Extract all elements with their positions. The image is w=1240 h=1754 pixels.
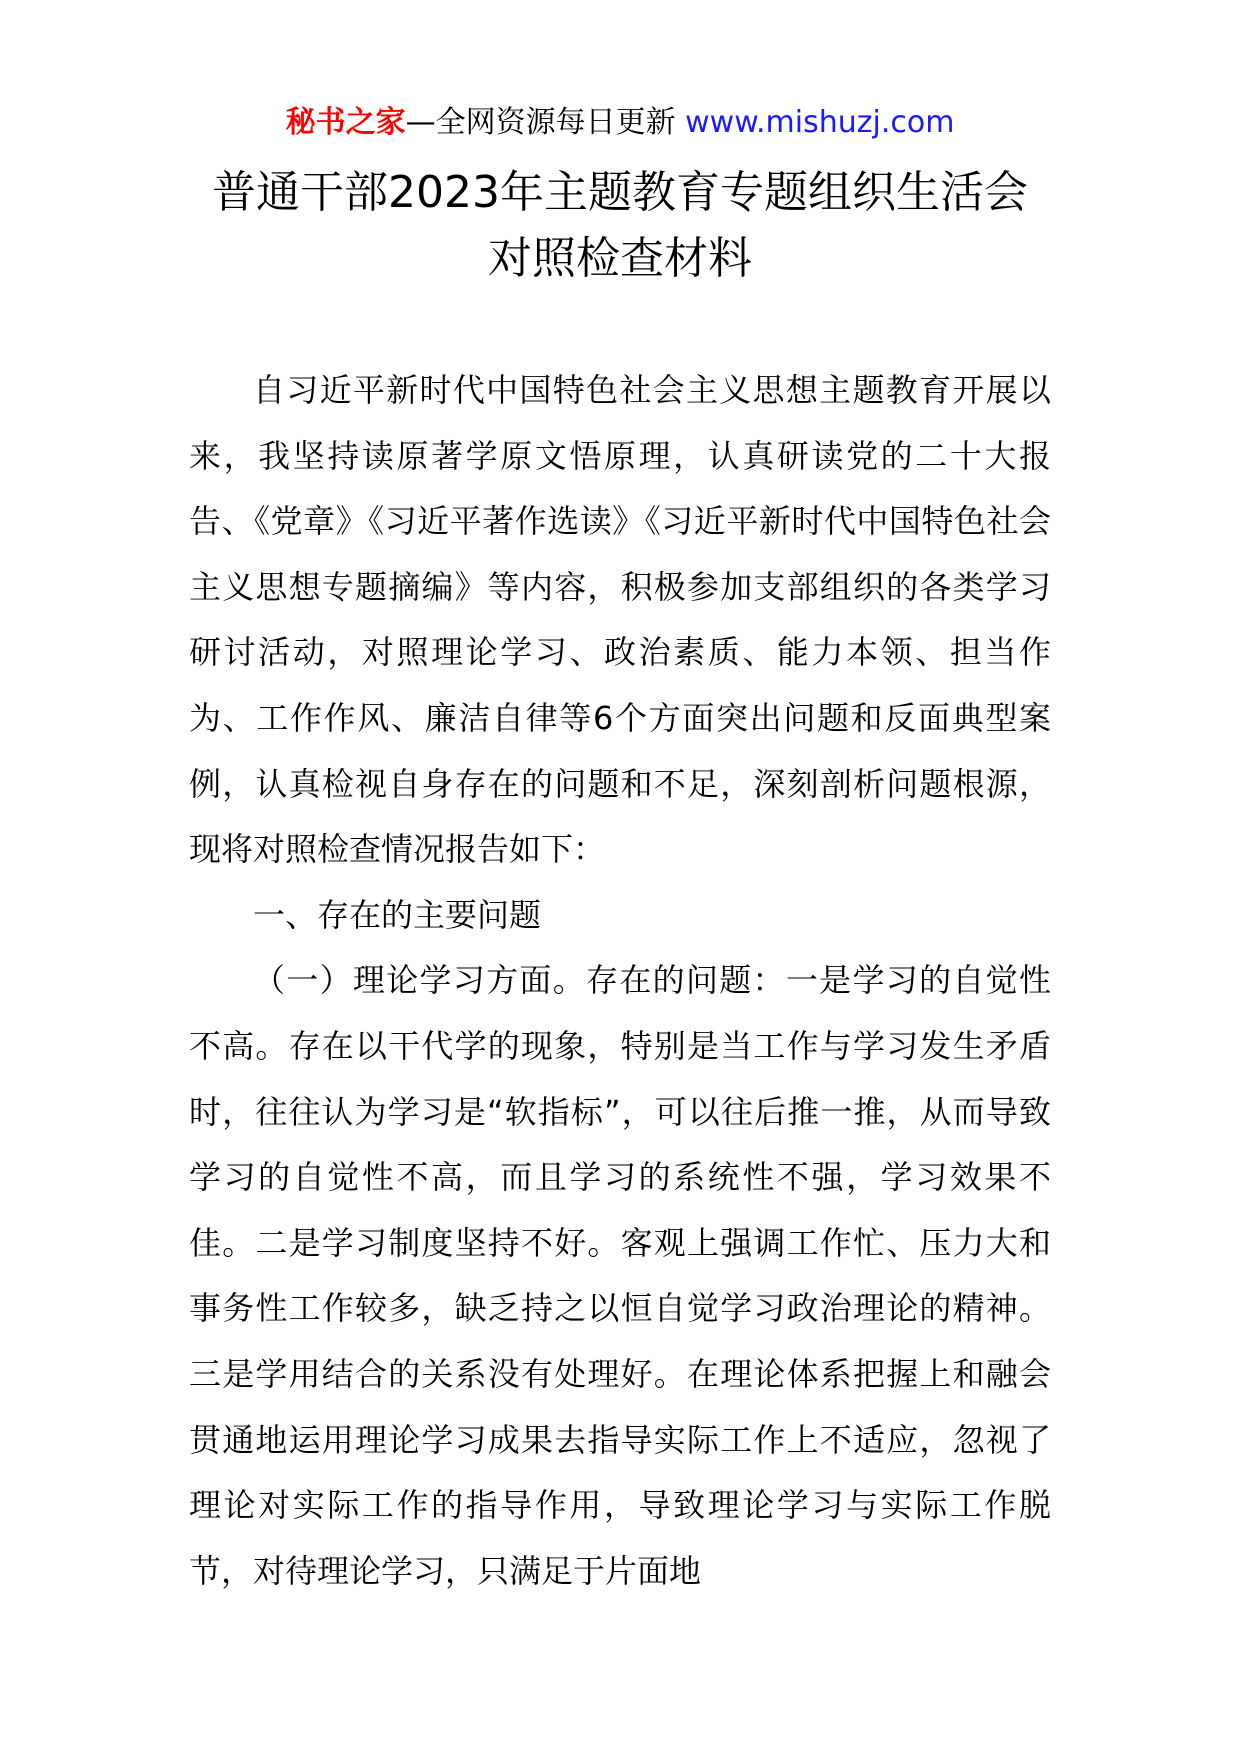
site-header xyxy=(0,100,1240,146)
document-title xyxy=(0,160,1240,292)
document-body xyxy=(189,358,1051,1604)
site-url-link[interactable]: www.mishuzj.com xyxy=(685,105,955,140)
intro-paragraph: 自习近平新时代中国特色社会主义思想主题教育开展以来，我坚持读原著学原文悟原理，认真研读党的二十大报告、《党章》《习近平著作选读》《习近平新时代中国特色社会主义思想专题摘编》等内容，积极参加支部组织的各类学习研讨活动，对照理论学习、政治素质、能力本领、担当作为、工作作风、廉洁自律等6个方面突出问题和反面典型案例，认真检视自身存在的问题和不足，深刻剖析问题根源，现将对照检查情况报告如下： xyxy=(189,371,1051,869)
site-brand: 秘书之家 xyxy=(285,105,406,140)
section-heading: 一、存在的主要问题 xyxy=(253,895,542,934)
site-tagline: —全网资源每日更新 xyxy=(405,105,676,140)
document-title-line-1: 普通干部2023年主题教育专题组织生活会 xyxy=(212,167,1028,218)
theory-study-paragraph: （一）理论学习方面。存在的问题：一是学习的自觉性不高。存在以干代学的现象，特别是当工作与学习发生矛盾时，往往认为学习是“软指标”，可以往后推一推，从而导致学习的自觉性不高，而且学习的系统性不强，学习效果不佳。二是学习制度坚持不好。客观上强调工作忙、压力大和事务性工作较多，缺乏持之以恒自觉学习政治理论的精神。三是学用结合的关系没有处理好。在理论体系把握上和融会贯通地运用理论学习成果去指导实际工作上不适应，忽视了理论对实际工作的指导作用，导致理论学习与实际工作脱节，对待理论学习，只满足于片面地 xyxy=(189,961,1051,1590)
document-title-line-2: 对照检查材料 xyxy=(488,233,752,284)
